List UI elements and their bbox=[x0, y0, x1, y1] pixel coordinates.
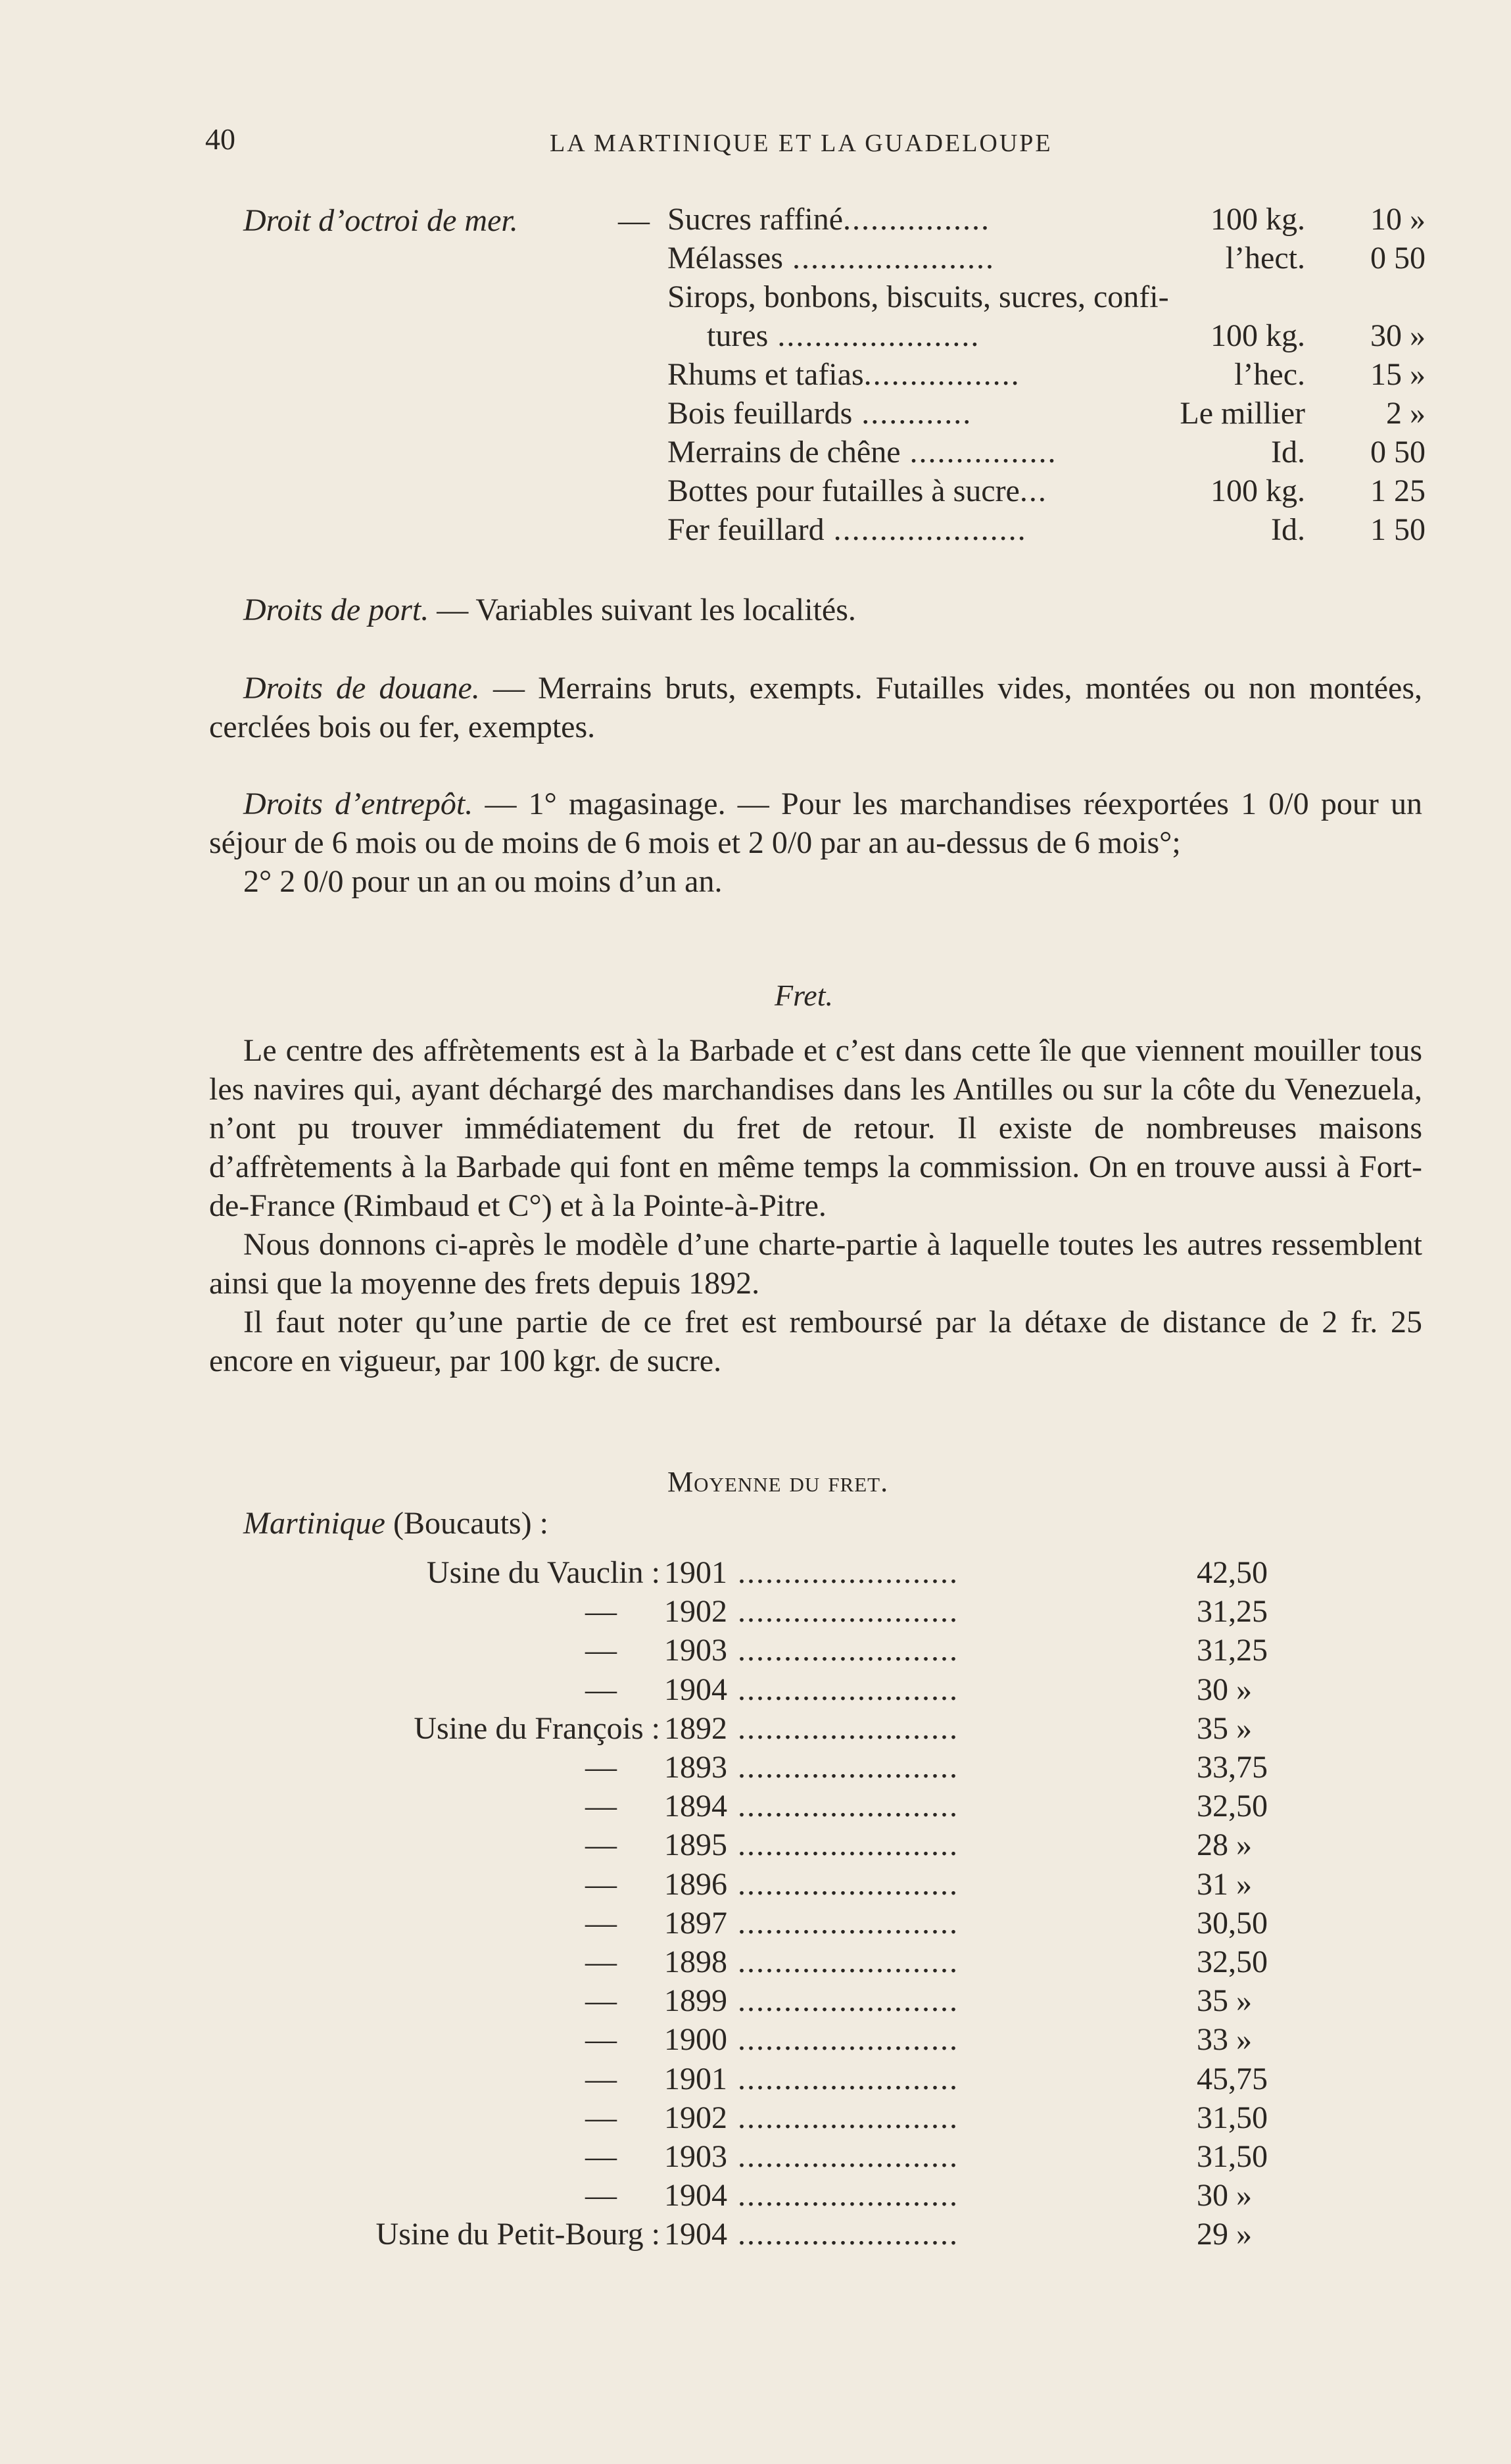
fret-row-value: 31,50 bbox=[1197, 2139, 1268, 2174]
fret-row bbox=[0, 1788, 1511, 1827]
fret-row-year: 1892 bbox=[664, 1711, 727, 1746]
fret-row-value: 31 » bbox=[1197, 1867, 1252, 1902]
fret-row bbox=[0, 2061, 1511, 2100]
fret-row-year: 1904 bbox=[664, 1672, 727, 1707]
fret-row-value: 31,25 bbox=[1197, 1633, 1268, 1668]
fret-row-leader: ........................ bbox=[738, 1945, 959, 1979]
fret-row-year: 1899 bbox=[664, 1983, 727, 2018]
fret-row-label: — bbox=[585, 2139, 617, 2174]
fret-row-value: 28 » bbox=[1197, 1827, 1252, 1862]
fret-row bbox=[0, 1710, 1511, 1749]
fret-row-leader: ........................ bbox=[738, 1555, 959, 1590]
fret-row-leader: ........................ bbox=[738, 1750, 959, 1785]
octroi-dash: — bbox=[618, 203, 650, 238]
fret-row-value: 35 » bbox=[1197, 1983, 1252, 2018]
octroi-unit: Id. bbox=[1271, 435, 1305, 470]
fret-row-year: 1894 bbox=[664, 1789, 727, 1824]
fret-row-leader: ........................ bbox=[738, 1983, 959, 2018]
moyenne-heading-text: Moyenne du fret. bbox=[667, 1466, 889, 1498]
fret-row-leader: ........................ bbox=[738, 1672, 959, 1707]
fret-row bbox=[0, 1749, 1511, 1788]
octroi-label: Droit d’octroi de mer. bbox=[243, 203, 518, 238]
fret-row-leader: ........................ bbox=[738, 1827, 959, 1862]
octroi-rate: 2 » bbox=[1386, 396, 1426, 431]
fret-row-leader: ........................ bbox=[738, 1906, 959, 1941]
fret-row-leader: ........................ bbox=[738, 2100, 959, 2135]
octroi-rate: 30 » bbox=[1370, 318, 1426, 353]
fret-row bbox=[0, 2021, 1511, 2060]
octroi-unit: l’hec. bbox=[1234, 357, 1305, 392]
fret-row-year: 1903 bbox=[664, 2139, 727, 2174]
fret-row bbox=[0, 1827, 1511, 1866]
fret-row-year: 1897 bbox=[664, 1906, 727, 1941]
octroi-item-dots: ............ bbox=[852, 396, 972, 431]
octroi-item-label: Rhums et tafias bbox=[667, 357, 864, 392]
octroi-item-label: Bois feuillards bbox=[667, 396, 853, 431]
octroi-unit: 100 kg. bbox=[1211, 473, 1305, 508]
fret-row-value: 32,50 bbox=[1197, 1945, 1268, 1979]
fret-row-label: — bbox=[585, 2178, 617, 2213]
fret-row bbox=[0, 1672, 1511, 1710]
fret-row bbox=[0, 1593, 1511, 1632]
douane-label: Droits de douane. bbox=[243, 671, 480, 706]
octroi-unit: Le millier bbox=[1180, 396, 1305, 431]
fret-paragraphs bbox=[209, 1031, 1422, 1380]
moyenne-heading bbox=[667, 1465, 888, 1499]
fret-row-label: — bbox=[585, 1827, 617, 1862]
octroi-item bbox=[667, 473, 1047, 509]
octroi-item-label: Fer feuillard bbox=[667, 512, 825, 547]
fret-row-year: 1896 bbox=[664, 1867, 727, 1902]
octroi-unit: Id. bbox=[1271, 512, 1305, 547]
fret-row bbox=[0, 2177, 1511, 2216]
octroi-item-label: Sirops, bonbons, biscuits, sucres, confi- bbox=[667, 279, 1169, 314]
fret-row bbox=[0, 2216, 1511, 2255]
fret-row-label: — bbox=[585, 1633, 617, 1668]
fret-row-year: 1898 bbox=[664, 1945, 727, 1979]
fret-row-label: — bbox=[585, 1750, 617, 1785]
fret-row-label: — bbox=[585, 1906, 617, 1941]
douane-text: — Merrains bruts, exempts. Futailles vides, montées ou non montées, cerclées bois ou fer, exemptes. bbox=[209, 671, 1422, 744]
fret-row-year: 1902 bbox=[664, 1594, 727, 1629]
fret-row bbox=[0, 1944, 1511, 1983]
fret-title: Fret. bbox=[775, 978, 833, 1012]
octroi-item-dots: ...................... bbox=[782, 241, 995, 276]
octroi-rate: 1 25 bbox=[1370, 473, 1426, 508]
fret-row-leader: ........................ bbox=[738, 1594, 959, 1629]
port-line bbox=[243, 591, 856, 629]
fret-row-label: — bbox=[585, 2062, 617, 2096]
fret-row-leader: ........................ bbox=[738, 1789, 959, 1824]
octroi-rate: 1 50 bbox=[1370, 512, 1426, 547]
port-label: Droits de port. bbox=[243, 592, 429, 627]
octroi-item bbox=[707, 318, 980, 354]
fret-row-value: 33,75 bbox=[1197, 1750, 1268, 1785]
fret-row-label: — bbox=[585, 1672, 617, 1707]
fret-row-year: 1893 bbox=[664, 1750, 727, 1785]
fret-row-year: 1904 bbox=[664, 2217, 727, 2252]
running-title: LA MARTINIQUE ET LA GUADELOUPE bbox=[550, 130, 1053, 157]
fret-row-leader: ........................ bbox=[738, 2022, 959, 2057]
octroi-rate: 0 50 bbox=[1370, 241, 1426, 276]
region-note: (Boucauts) : bbox=[393, 1506, 548, 1541]
fret-row-year: 1903 bbox=[664, 1633, 727, 1668]
octroi-item-label: Sucres raffiné bbox=[667, 202, 843, 237]
fret-row-value: 31,25 bbox=[1197, 1594, 1268, 1629]
region-line bbox=[243, 1504, 548, 1543]
fret-row-label: — bbox=[585, 1983, 617, 2018]
fret-row-label: — bbox=[585, 1789, 617, 1824]
octroi-item-dots: ..................... bbox=[824, 512, 1027, 547]
region-name: Martinique bbox=[243, 1506, 385, 1541]
fret-row-label: — bbox=[585, 2100, 617, 2135]
octroi-item-dots: ... bbox=[1019, 473, 1047, 508]
fret-row bbox=[0, 2138, 1511, 2177]
fret-row-year: 1895 bbox=[664, 1827, 727, 1862]
fret-row bbox=[0, 1983, 1511, 2021]
fret-row-year: 1902 bbox=[664, 2100, 727, 2135]
entrepot-label: Droits d’entrepôt. bbox=[243, 786, 473, 821]
fret-row-leader: ........................ bbox=[738, 1633, 959, 1668]
octroi-item bbox=[667, 434, 1057, 470]
fret-row-value: 30 » bbox=[1197, 1672, 1252, 1707]
fret-row-value: 30 » bbox=[1197, 2178, 1252, 2213]
octroi-rate: 10 » bbox=[1370, 202, 1426, 237]
fret-row bbox=[0, 1555, 1511, 1593]
fret-row-label: — bbox=[585, 2022, 617, 2057]
octroi-item-label: Merrains de chêne bbox=[667, 435, 901, 470]
octroi-item bbox=[667, 240, 995, 276]
fret-row bbox=[0, 1632, 1511, 1671]
octroi-item-dots: ................ bbox=[843, 202, 990, 237]
entrepot-line2: 2° 2 0/0 pour un an ou moins d’un an. bbox=[243, 864, 723, 899]
octroi-item bbox=[667, 512, 1027, 548]
fret-row-value: 30,50 bbox=[1197, 1906, 1268, 1941]
douane-paragraph bbox=[209, 669, 1422, 746]
octroi-rate: 15 » bbox=[1370, 357, 1426, 392]
fret-paragraph-1: Le centre des affrètements est à la Barbade et c’est dans cette île que viennent mouiller tous les navires qui, ayant déchargé des marchandises dans les Antilles ou sur la côte du Venezuela, n’ont pu trouver immédiatement du fret de retour. Il existe de nombreuses maisons d’affrètements à la Barbade qui font en même temps la commission. On en trouve aussi à Fort-de-France (Rimbaud et C°) et à la Pointe-à-Pitre. bbox=[209, 1033, 1422, 1223]
octroi-item-label: Bottes pour futailles à sucre bbox=[667, 473, 1020, 508]
fret-row-label: Usine du Vauclin : bbox=[426, 1555, 660, 1590]
octroi-item bbox=[667, 356, 1020, 393]
page-number: 40 bbox=[205, 122, 235, 156]
entrepot-text: — 1° magasinage. — Pour les marchandises réexportées 1 0/0 pour un séjour de 6 mois ou de moins de 6 mois et 2 0/0 par an au-dessus de 6 mois°; bbox=[209, 786, 1422, 860]
fret-row-value: 42,50 bbox=[1197, 1555, 1268, 1590]
fret-row-year: 1904 bbox=[664, 2178, 727, 2213]
fret-row-value: 31,50 bbox=[1197, 2100, 1268, 2135]
fret-row-value: 32,50 bbox=[1197, 1789, 1268, 1824]
octroi-unit: 100 kg. bbox=[1211, 202, 1305, 237]
port-text: — Variables suivant les localités. bbox=[437, 592, 856, 627]
fret-row-leader: ........................ bbox=[738, 2178, 959, 2213]
fret-row-label: — bbox=[585, 1945, 617, 1979]
fret-row-value: 45,75 bbox=[1197, 2062, 1268, 2096]
fret-row-label: Usine du François : bbox=[414, 1711, 660, 1746]
fret-row bbox=[0, 2100, 1511, 2138]
fret-row-leader: ........................ bbox=[738, 2062, 959, 2096]
fret-row-value: 35 » bbox=[1197, 1711, 1252, 1746]
fret-row-year: 1901 bbox=[664, 2062, 727, 2096]
octroi-item-label: tures bbox=[707, 318, 769, 353]
fret-row-year: 1901 bbox=[664, 1555, 727, 1590]
fret-row-value: 29 » bbox=[1197, 2217, 1252, 2252]
fret-paragraph-3: Il faut noter qu’une partie de ce fret est remboursé par la détaxe de distance de 2 fr. 25 encore en vigueur, par 100 kgr. de sucre. bbox=[209, 1305, 1422, 1378]
octroi-item-label: Mélasses bbox=[667, 241, 783, 276]
fret-row-label: — bbox=[585, 1594, 617, 1629]
fret-row-label: — bbox=[585, 1867, 617, 1902]
fret-row-leader: ........................ bbox=[738, 2139, 959, 2174]
octroi-item-dots: ................ bbox=[900, 435, 1057, 470]
fret-row-value: 33 » bbox=[1197, 2022, 1252, 2057]
fret-row bbox=[0, 1866, 1511, 1905]
octroi-rate: 0 50 bbox=[1370, 435, 1426, 470]
octroi-unit: 100 kg. bbox=[1211, 318, 1305, 353]
fret-row-label: Usine du Petit-Bourg : bbox=[375, 2217, 660, 2252]
octroi-item bbox=[667, 201, 990, 237]
octroi-item-dots: ...................... bbox=[768, 318, 980, 353]
octroi-item bbox=[667, 395, 972, 431]
octroi-unit: l’hect. bbox=[1225, 241, 1305, 276]
fret-row-year: 1900 bbox=[664, 2022, 727, 2057]
fret-row-leader: ........................ bbox=[738, 1867, 959, 1902]
fret-paragraph-2: Nous donnons ci-après le modèle d’une charte-partie à laquelle toutes les autres ressemblent ainsi que la moyenne des frets depuis 1892. bbox=[209, 1227, 1422, 1301]
fret-row-leader: ........................ bbox=[738, 2217, 959, 2252]
entrepot-paragraph bbox=[209, 785, 1422, 901]
octroi-item-dots: ................. bbox=[863, 357, 1020, 392]
octroi-item bbox=[667, 279, 1169, 315]
fret-row-leader: ........................ bbox=[738, 1711, 959, 1746]
fret-row bbox=[0, 1905, 1511, 1944]
